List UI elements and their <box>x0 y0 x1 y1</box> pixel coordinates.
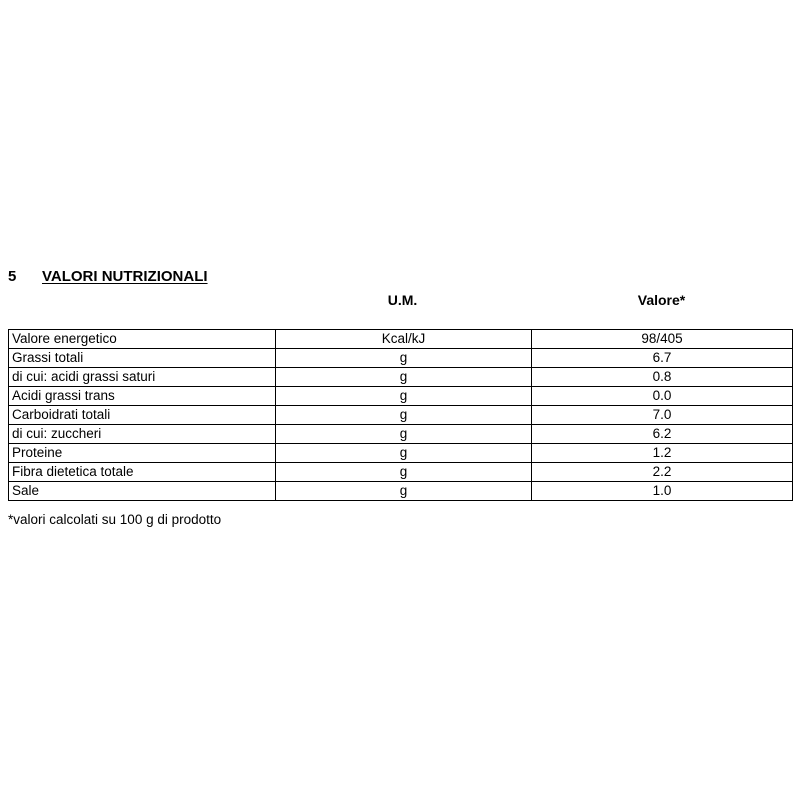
nutrient-name: Grassi totali <box>9 349 276 368</box>
table-row <box>9 482 793 501</box>
nutrient-value: 0.0 <box>532 387 793 406</box>
table-row <box>9 444 793 463</box>
nutrient-unit: g <box>276 406 532 425</box>
nutrient-value: 7.0 <box>532 406 793 425</box>
section-heading <box>8 268 208 285</box>
nutrient-name: Sale <box>9 482 276 501</box>
table-row <box>9 330 793 349</box>
table-row <box>9 387 793 406</box>
nutrient-value: 2.2 <box>532 463 793 482</box>
nutrient-value: 6.2 <box>532 425 793 444</box>
nutrient-value: 0.8 <box>532 368 793 387</box>
table-row <box>9 463 793 482</box>
nutrient-name: Proteine <box>9 444 276 463</box>
nutrient-value: 1.2 <box>532 444 793 463</box>
nutrient-value: 1.0 <box>532 482 793 501</box>
table-row <box>9 368 793 387</box>
nutrient-value: 6.7 <box>532 349 793 368</box>
nutrient-unit: Kcal/kJ <box>276 330 532 349</box>
nutrition-table <box>8 329 793 501</box>
nutrient-name: di cui: acidi grassi saturi <box>9 368 276 387</box>
table-row <box>9 349 793 368</box>
table-row <box>9 406 793 425</box>
nutrient-name: Fibra dietetica totale <box>9 463 276 482</box>
nutrient-unit: g <box>276 425 532 444</box>
nutrient-name: di cui: zuccheri <box>9 425 276 444</box>
nutrient-unit: g <box>276 482 532 501</box>
section-number: 5 <box>8 268 17 285</box>
section-title: VALORI NUTRIZIONALI <box>42 268 208 285</box>
column-header-um: U.M. <box>387 292 418 308</box>
column-header-value: Valore* <box>637 292 686 308</box>
footnote: *valori calcolati su 100 g di prodotto <box>8 512 222 527</box>
nutrient-unit: g <box>276 368 532 387</box>
nutrient-name: Carboidrati totali <box>9 406 276 425</box>
nutrient-unit: g <box>276 349 532 368</box>
table-row <box>9 425 793 444</box>
nutrient-unit: g <box>276 463 532 482</box>
nutrient-unit: g <box>276 444 532 463</box>
nutrient-name: Valore energetico <box>9 330 276 349</box>
nutrient-name: Acidi grassi trans <box>9 387 276 406</box>
nutrient-value: 98/405 <box>532 330 793 349</box>
nutrient-unit: g <box>276 387 532 406</box>
